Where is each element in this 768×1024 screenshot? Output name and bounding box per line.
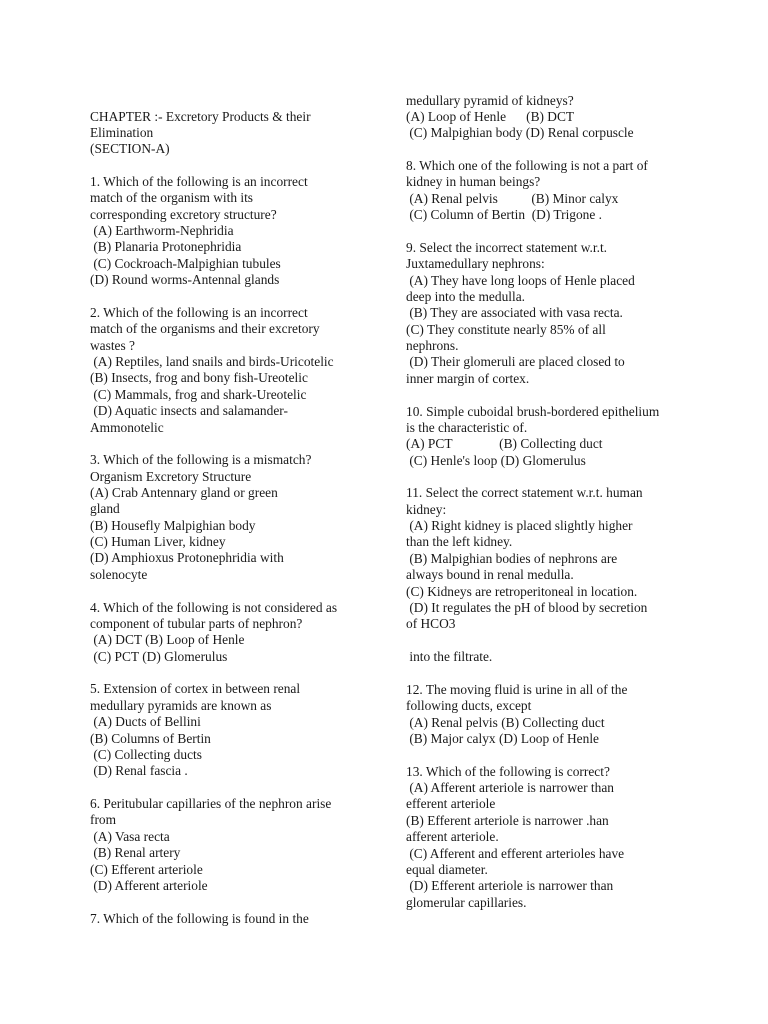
- text-line: 12. The moving fluid is urine in all of the: [406, 681, 628, 697]
- text-line: (B) Columns of Bertin: [90, 730, 211, 746]
- text-line: (A) They have long loops of Henle placed: [406, 272, 635, 288]
- text-line: always bound in renal medulla.: [406, 567, 574, 583]
- text-line: CHAPTER :- Excretory Products & their: [90, 108, 311, 124]
- text-line: Elimination: [90, 124, 154, 140]
- text-line: (B) Planaria Protonephridia: [90, 239, 242, 255]
- text-line: efferent arteriole: [406, 796, 496, 812]
- text-line: 4. Which of the following is not considered as: [90, 599, 338, 615]
- text-line: wastes ?: [90, 337, 135, 353]
- text-line: (D) Renal fascia .: [90, 763, 188, 779]
- text-line: (C) Henle's loop (D) Glomerulus: [406, 452, 586, 468]
- text-line: (D) Aquatic insects and salamander-: [90, 403, 288, 419]
- text-line: (D) Afferent arteriole: [90, 877, 208, 893]
- text-line: (C) Efferent arteriole: [90, 861, 203, 877]
- text-line: (A) Afferent arteriole is narrower than: [406, 780, 614, 796]
- text-line: (C) PCT (D) Glomerulus: [90, 648, 228, 664]
- text-line: (A) Renal pelvis (B) Minor calyx: [406, 190, 619, 206]
- text-line: (SECTION-A): [90, 141, 170, 157]
- text-line: medullary pyramids are known as: [90, 697, 272, 713]
- text-line: solenocyte: [90, 566, 148, 582]
- text-line: (C) Mammals, frog and shark-Ureotelic: [90, 386, 307, 402]
- text-line: Organism Excretory Structure: [90, 468, 252, 484]
- text-line: (C) Human Liver, kidney: [90, 534, 226, 550]
- text-line: equal diameter.: [406, 861, 488, 877]
- text-line: (C) Afferent and efferent arterioles have: [406, 845, 625, 861]
- text-line: (D) Their glomeruli are placed closed to: [406, 354, 625, 370]
- text-line: (A) Reptiles, land snails and birds-Uricotelic: [90, 354, 334, 370]
- text-line: (C) Malpighian body (D) Renal corpuscle: [406, 125, 634, 141]
- text-line: deep into the medulla.: [406, 288, 525, 304]
- text-line: (A) Crab Antennary gland or green: [90, 485, 278, 500]
- text-line: (B) They are associated with vasa recta.: [406, 305, 623, 321]
- text-line: 1. Which of the following is an incorrect: [90, 173, 308, 189]
- text-line: kidney:: [406, 501, 447, 517]
- text-line: 6. Peritubular capillaries of the nephron arise: [90, 796, 332, 812]
- text-line: Juxtamedullary nephrons:: [406, 256, 545, 272]
- text-line: afferent arteriole.: [406, 829, 499, 845]
- text-line: from: [90, 812, 117, 828]
- text-line: (B) Efferent arteriole is narrower .han: [406, 812, 609, 828]
- text-line: (C) They constitute nearly 85% of all: [406, 321, 606, 337]
- text-line: Ammonotelic: [90, 419, 164, 435]
- text-line: gland: [90, 501, 120, 517]
- text-line: 9. Select the incorrect statement w.r.t.: [406, 239, 608, 255]
- text-line: kidney in human beings?: [406, 174, 541, 190]
- text-line: match of the organisms and their excretory: [90, 321, 320, 337]
- text-line: (B) Renal artery: [90, 845, 181, 861]
- text-line: (B) Housefly Malpighian body: [90, 517, 256, 533]
- text-line: into the filtrate.: [406, 649, 493, 665]
- text-line: nephrons.: [406, 338, 459, 354]
- text-line: (C) Cockroach-Malpighian tubules: [90, 255, 281, 271]
- text-line: is the characteristic of.: [406, 419, 528, 435]
- text-line: 7. Which of the following is found in the: [90, 910, 309, 926]
- text-line: (A) Vasa recta: [90, 828, 170, 844]
- text-line: (A) Right kidney is placed slightly higher: [406, 518, 633, 534]
- text-line: (C) Column of Bertin (D) Trigone .: [406, 207, 603, 223]
- text-line: 10. Simple cuboidal brush-bordered epithelium: [406, 403, 660, 419]
- text-line: (A) DCT (B) Loop of Henle: [90, 632, 245, 648]
- text-line: medullary pyramid of kidneys?: [406, 92, 574, 108]
- text-line: (D) Round worms-Antennal glands: [90, 272, 280, 288]
- text-line: (D) Amphioxus Protonephridia with: [90, 550, 284, 566]
- text-line: (A) Ducts of Bellini: [90, 714, 201, 730]
- text-line: inner margin of cortex.: [406, 370, 530, 386]
- text-line: following ducts, except: [406, 698, 532, 714]
- text-line: corresponding excretory structure?: [90, 206, 277, 222]
- text-line: 8. Which one of the following is not a part of: [406, 157, 648, 173]
- text-line: (B) Insects, frog and bony fish-Ureotelic: [90, 370, 308, 386]
- text-line: (A) Renal pelvis (B) Collecting duct: [406, 714, 605, 730]
- text-line: (D) It regulates the pH of blood by secretion: [406, 599, 648, 615]
- text-line: component of tubular parts of nephron?: [90, 615, 303, 631]
- text-line: (A) Loop of Henle (B) DCT: [406, 108, 575, 124]
- text-line: (B) Malpighian bodies of nephrons are: [406, 550, 618, 566]
- text-line: match of the organism with its: [90, 190, 254, 206]
- text-line: (B) Major calyx (D) Loop of Henle: [406, 730, 599, 746]
- text-line: (C) Kidneys are retroperitoneal in location.: [406, 583, 638, 599]
- text-line: than the left kidney.: [406, 534, 513, 550]
- text-line: (C) Collecting ducts: [90, 746, 202, 762]
- text-line: 11. Select the correct statement w.r.t. human: [406, 485, 643, 501]
- text-line: 3. Which of the following is a mismatch?: [90, 452, 312, 468]
- text-line: (D) Efferent arteriole is narrower than: [406, 878, 614, 894]
- text-line: 5. Extension of cortex in between renal: [90, 681, 301, 697]
- text-line: 13. Which of the following is correct?: [406, 763, 610, 779]
- text-line: (A) Earthworm-Nephridia: [90, 223, 234, 239]
- text-line: glomerular capillaries.: [406, 894, 527, 910]
- text-line: 2. Which of the following is an incorrect: [90, 304, 308, 320]
- text-line: (A) PCT (B) Collecting duct: [406, 436, 603, 452]
- text-line: of HCO3: [406, 616, 456, 632]
